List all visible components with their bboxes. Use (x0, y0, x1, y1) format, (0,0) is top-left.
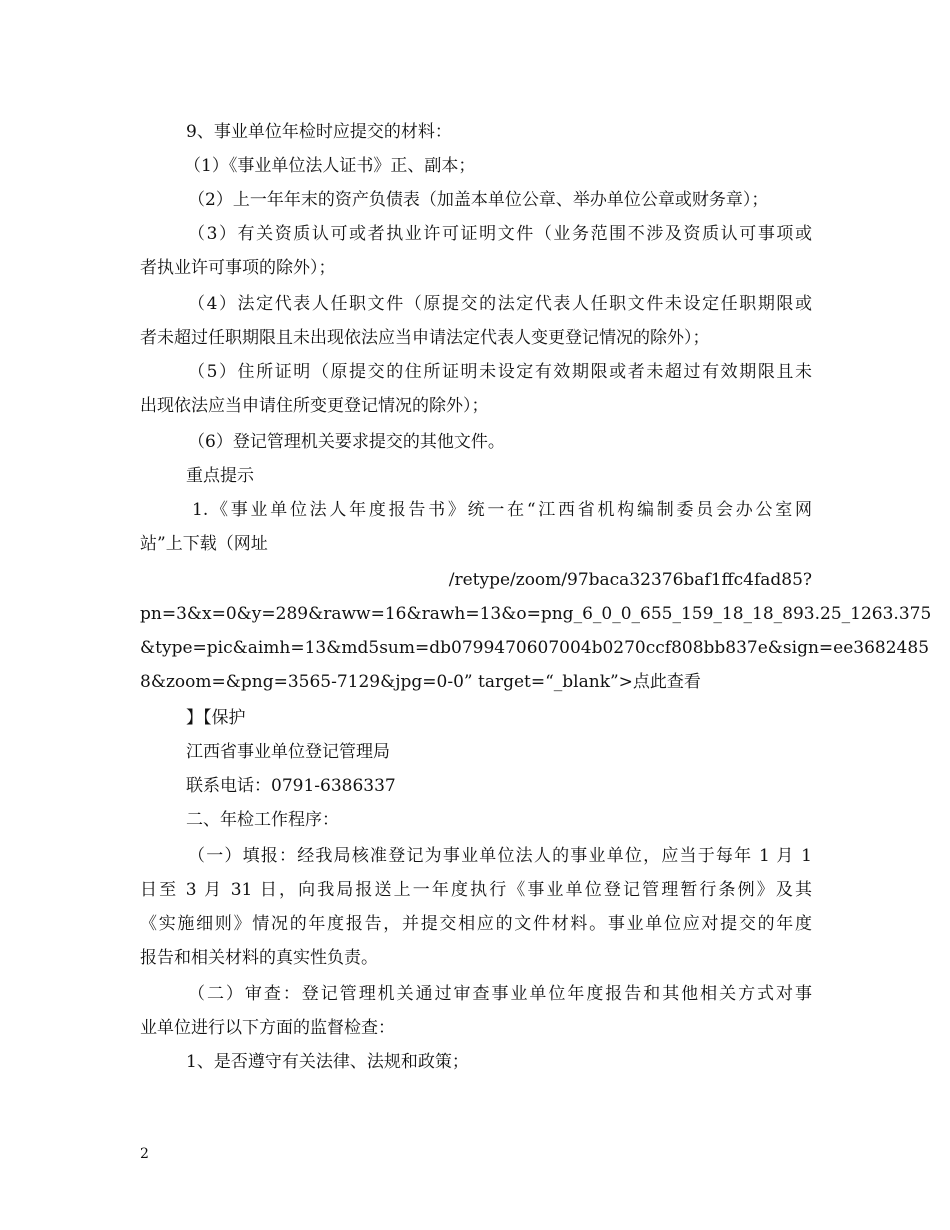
line-12: 1.《事业单位法人年度报告书》统一在“江西省机构编制委员会办公室网 (192, 500, 812, 520)
line-25: 报告和相关材料的真实性负责。 (140, 948, 378, 968)
line-14: /retype/zoom/97baca32376baf1ffc4fad85? (448, 570, 812, 590)
line-16: &type=pic&aimh=13&md5sum=db0799470607004b0270ccf808bb837e&sign=ee3682485 (140, 638, 930, 658)
line-20: 联系电话：0791-6386337 (186, 776, 396, 796)
line-7: 者未超过任职期限且未出现依法应当申请法定代表人变更登记情况的除外）； (140, 328, 710, 348)
line-5: 者执业许可事项的除外）； (140, 258, 336, 278)
line-6: （4）法定代表人任职文件（原提交的法定代表人任职文件未设定任职期限或 (188, 294, 812, 314)
line-2: （1）《事业单位法人证书》正、副本； (184, 156, 476, 176)
line-1: 9、事业单位年检时应提交的材料： (186, 122, 452, 142)
line-11: 重点提示 (186, 466, 254, 486)
line-9: 出现依法应当申请住所变更登记情况的除外）； (140, 396, 489, 416)
line-10: （6）登记管理机关要求提交的其他文件。 (188, 432, 505, 452)
page-number: 2 (140, 1146, 149, 1162)
line-22: （一）填报：经我局核准登记为事业单位法人的事业单位，应当于每年 1 月 1 (188, 846, 812, 866)
line-24: 《实施细则》情况的年度报告，并提交相应的文件材料。事业单位应对提交的年度 (140, 914, 812, 934)
line-26: （二）审查：登记管理机关通过审查事业单位年度报告和其他相关方式对事 (188, 984, 812, 1004)
line-23: 日至 3 月 31 日，向我局报送上一年度执行《事业单位登记管理暂行条例》及其 (140, 880, 812, 900)
line-21: 二、年检工作程序： (186, 810, 339, 830)
line-18: 】【保护 (186, 708, 246, 728)
line-4: （3）有关资质认可或者执业许可证明文件（业务范围不涉及资质认可事项或 (188, 224, 812, 244)
line-28: 1、是否遵守有关法律、法规和政策； (186, 1052, 469, 1072)
line-15: pn=3&x=0&y=289&raww=16&rawh=13&o=png_6_0_0_655_159_18_18_893.25_1263.375 (140, 604, 932, 624)
line-8: （5）住所证明（原提交的住所证明未设定有效期限或者未超过有效期限且未 (188, 362, 812, 382)
line-13: 站”上下载（网址 (140, 534, 268, 554)
line-3: （2）上一年年末的资产负债表（加盖本单位公章、举办单位公章或财务章）； (188, 190, 769, 210)
line-27: 业单位进行以下方面的监督检查： (140, 1018, 395, 1038)
line-19: 江西省事业单位登记管理局 (186, 742, 390, 762)
line-17: 8&zoom=&png=3565-7129&jpg=0-0” target=“_blank”>点此查看 (140, 672, 701, 692)
